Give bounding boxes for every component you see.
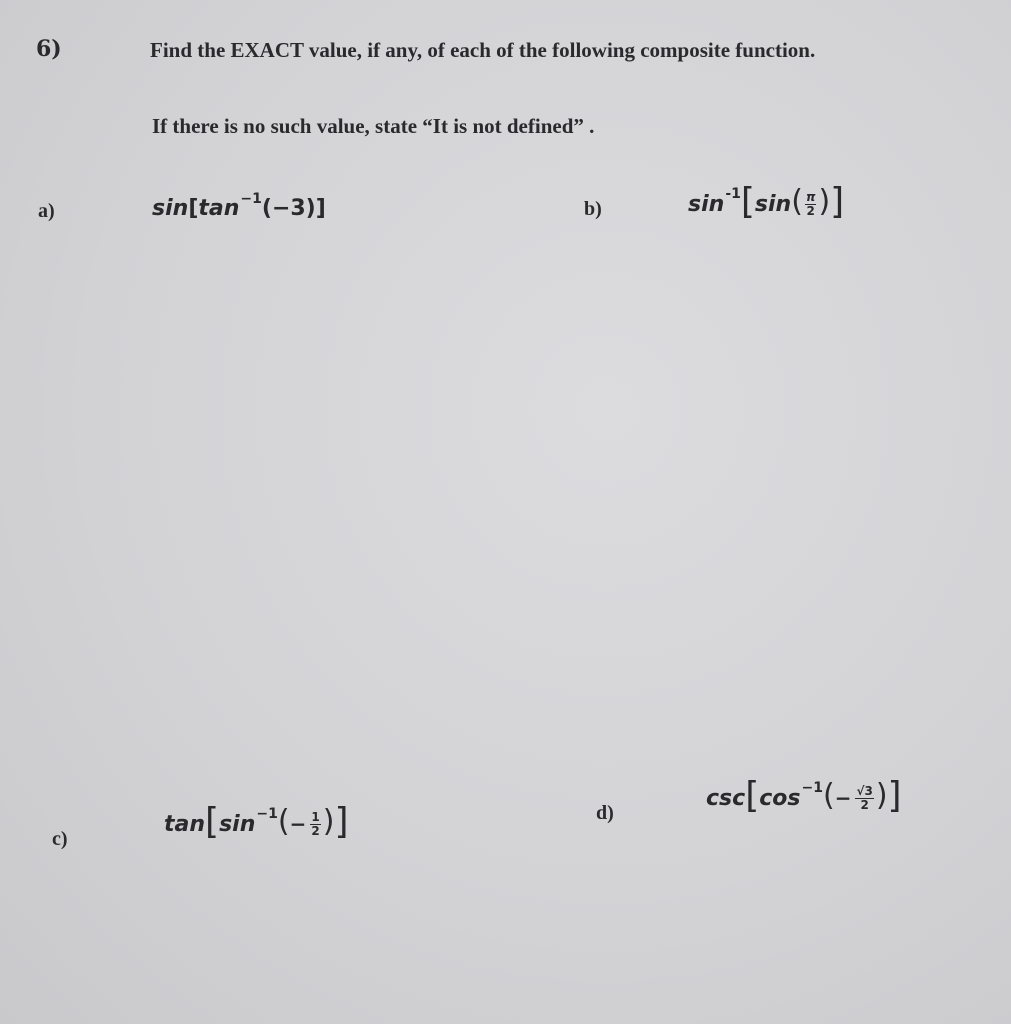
part-d-expression [706, 775, 902, 816]
fraction [310, 811, 320, 838]
part-b-label: b) [584, 198, 602, 220]
left-paren: ( [791, 184, 803, 219]
denominator: 2 [806, 203, 815, 218]
left-bracket: [ [205, 801, 220, 842]
left-paren: ( [277, 804, 290, 839]
right-bracket: ] [887, 775, 902, 816]
part-d-label: d) [596, 802, 614, 824]
left-bracket: [ [745, 775, 760, 816]
outer-function: csc [706, 785, 746, 811]
instruction-line-1: Find the EXACT value, if any, of each of the following composite function. [150, 38, 816, 62]
inner-function: tan [198, 196, 240, 221]
inner-function: sin [754, 191, 792, 217]
inner-function: sin [219, 811, 256, 837]
minus-sign: − [289, 812, 307, 836]
right-paren: ) [875, 778, 888, 813]
fraction [805, 191, 817, 218]
minus-sign: − [834, 786, 852, 810]
instruction-line-2: If there is no such value, state “It is not defined” . [152, 114, 595, 138]
part-a-expression [152, 190, 326, 221]
part-a-label: a) [38, 200, 55, 222]
right-bracket: ] [830, 181, 845, 222]
left-bracket: [ [188, 196, 199, 221]
left-bracket: [ [740, 181, 755, 222]
problem-number: 6) [36, 36, 62, 62]
argument: (−3) [261, 196, 316, 221]
numerator: √3 [856, 783, 873, 798]
inverse-superscript: −1 [240, 190, 262, 207]
inverse-superscript: −1 [256, 806, 278, 822]
inverse-superscript: -1 [725, 186, 741, 202]
part-c-label: c) [52, 828, 68, 850]
numerator: 1 [311, 809, 320, 824]
right-paren: ) [322, 804, 335, 839]
denominator: 2 [311, 823, 320, 838]
denominator: 2 [860, 797, 869, 812]
part-b-expression [688, 181, 845, 222]
outer-function: sin [152, 196, 189, 221]
inverse-superscript: −1 [801, 780, 823, 796]
right-paren: ) [818, 184, 831, 219]
numerator: π [805, 189, 816, 204]
fraction [855, 785, 873, 812]
part-c-expression [164, 801, 349, 842]
right-bracket: ] [334, 801, 349, 842]
right-bracket: ] [315, 196, 326, 221]
outer-function: tan [164, 811, 206, 837]
inner-function: cos [759, 785, 801, 811]
left-paren: ( [822, 778, 835, 813]
outer-function: sin [688, 191, 725, 217]
